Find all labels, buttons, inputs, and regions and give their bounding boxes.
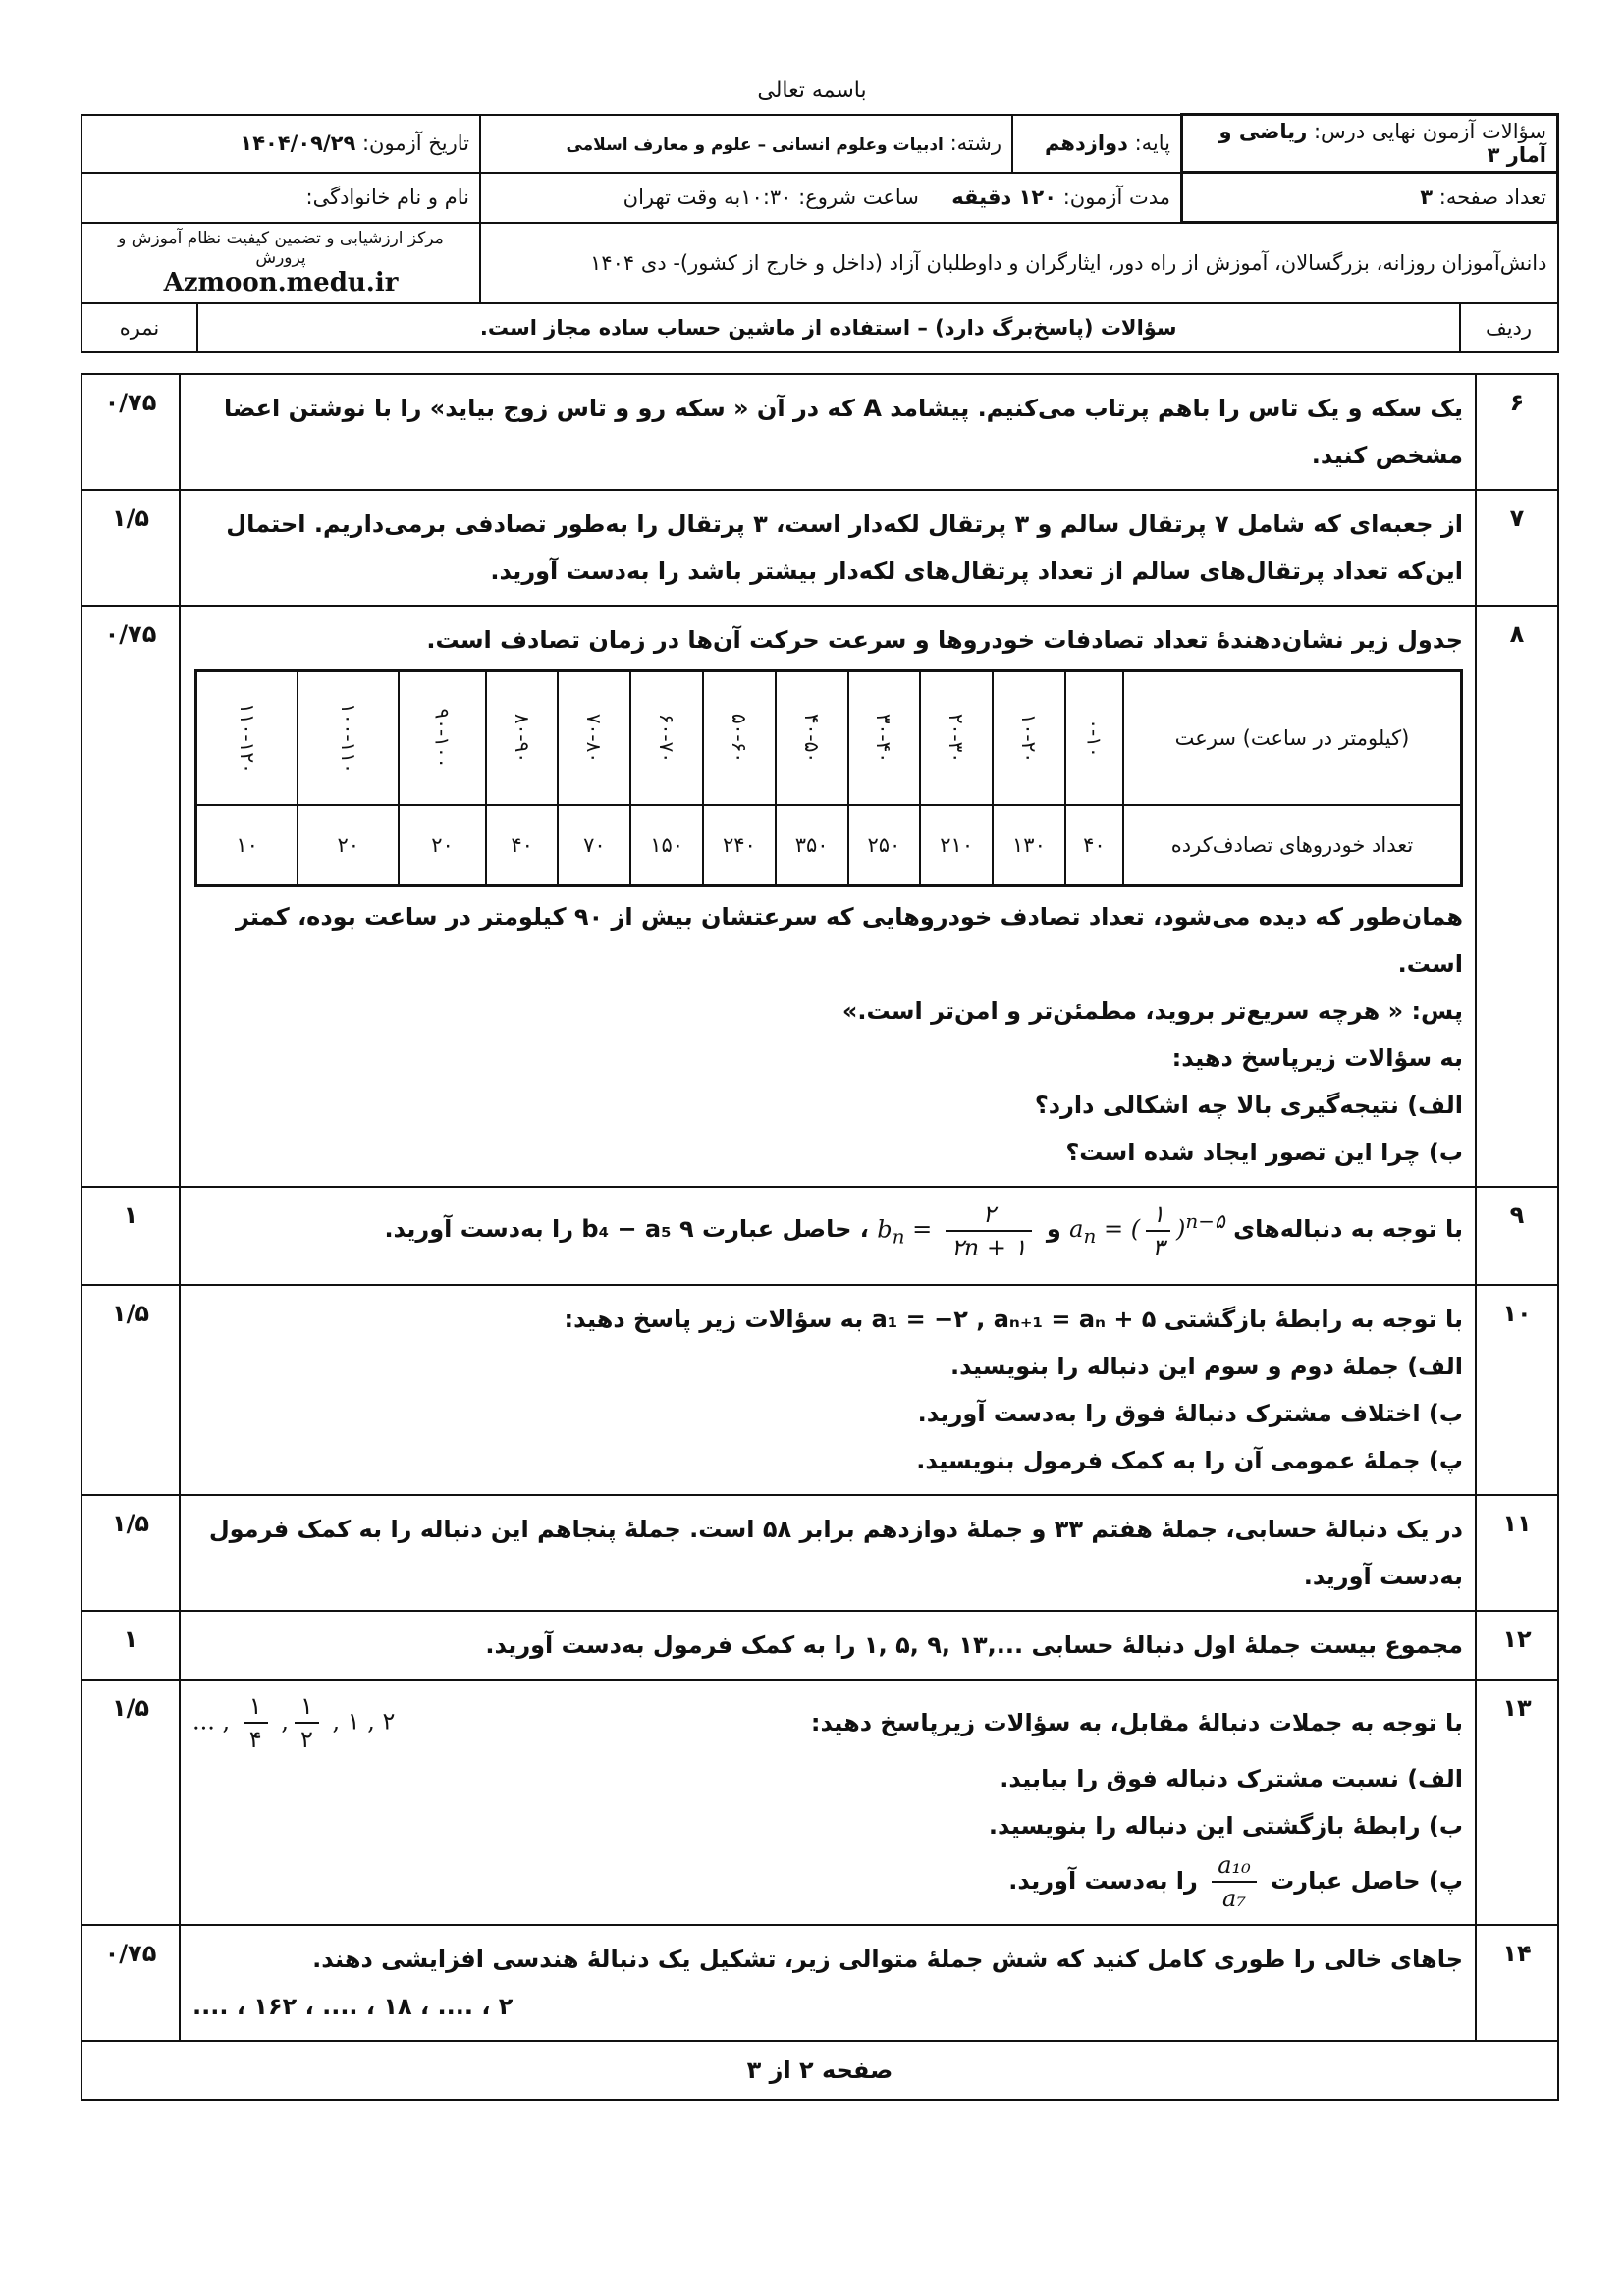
- field-cell: [480, 115, 1012, 173]
- question-13-part-c: [192, 1849, 1463, 1914]
- speed-cell: [1065, 671, 1123, 806]
- question-number: ۱۴: [1476, 1925, 1558, 2041]
- question-row: [81, 374, 1558, 490]
- speed-value: ۶۰-۷۰: [655, 713, 679, 764]
- speed-cell: [776, 671, 848, 806]
- question-10-part-b: ب) اختلاف مشترک دنبالهٔ فوق را به‌دست آورید.: [917, 1400, 1463, 1427]
- speed-value: ۳۰-۴۰: [872, 713, 896, 764]
- question-8-part-a: الف) نتیجه‌گیری بالا چه اشکالی دارد؟: [1034, 1092, 1463, 1119]
- half-num: ۱: [295, 1690, 319, 1724]
- question-score: ۱/۵: [81, 1680, 180, 1925]
- question-text: [180, 374, 1476, 490]
- duration-label: مدت آزمون:: [1062, 186, 1170, 209]
- bn-formula: $b_n$ = $\frac{۲}{۲n + ۱}$: [877, 1199, 1038, 1263]
- grade-label: پایه:: [1134, 132, 1170, 155]
- speed-cell: [196, 671, 298, 806]
- speed-value: ۲۰-۳۰: [945, 713, 969, 764]
- start-label: ساعت شروع:: [798, 186, 919, 209]
- speed-value: ۸۰-۹۰: [510, 713, 534, 764]
- speed-cell: [399, 671, 485, 806]
- question-row: [81, 1187, 1558, 1285]
- speed-value: ۱۰-۲۰: [1016, 713, 1041, 764]
- seq-start: ۲ , ۱ ,: [332, 1707, 396, 1735]
- count-cell: ۱۰: [196, 805, 298, 886]
- audience-cell: [480, 223, 1558, 304]
- question-text: [180, 1187, 1476, 1285]
- question-10-intro: با توجه به رابطهٔ بازگشتی a₁ = −۲ , aₙ₊₁ = aₙ + ۵ به سؤالات زیر پاسخ دهید:: [564, 1306, 1463, 1333]
- question-text: [180, 1680, 1476, 1925]
- question-number: ۹: [1476, 1187, 1558, 1285]
- question-12-text: مجموع بیست جملهٔ اول دنبالهٔ حسابی ...,۱۳ ,۹ ,۵ ,۱ را به کمک فرمول به‌دست آورید.: [485, 1631, 1463, 1659]
- bn-den: ۲n + ۱: [950, 1233, 1027, 1261]
- question-text: [180, 1285, 1476, 1495]
- question-number: ۱۳: [1476, 1680, 1558, 1925]
- an-num: ۱: [1146, 1199, 1170, 1232]
- speed-value: ۰-۱۰: [1082, 719, 1107, 758]
- count-cell: ۲۰: [298, 805, 399, 886]
- speed-cell: [703, 671, 776, 806]
- count-cell: ۱۵۰: [630, 805, 703, 886]
- question-9-and: و: [1046, 1215, 1061, 1243]
- start-value: ۱۰:۳۰به وقت تهران: [623, 186, 792, 209]
- course-label: سؤالات آزمون نهایی درس:: [1313, 120, 1546, 143]
- page-footer: صفحه ۲ از ۳: [81, 2041, 1558, 2100]
- question-number: ۱۱: [1476, 1495, 1558, 1611]
- question-13-sequence: ۲ , ۱ , $\frac{۱}{۲}$ , $\frac{۱}{۴}$ , ...: [192, 1692, 396, 1753]
- bn-num: ۲: [946, 1199, 1033, 1232]
- date-value: ۱۴۰۴/۰۹/۲۹: [240, 132, 356, 155]
- grade-value: دوازدهم: [1044, 132, 1128, 155]
- question-text: [180, 1925, 1476, 2041]
- duration-value: ۱۲۰ دقیقه: [951, 186, 1057, 209]
- question-9-pre: با توجه به دنباله‌های: [1233, 1215, 1463, 1243]
- question-14-sequence: ۲ ، .... ، ۱۸ ، .... ، ۱۶۲ ، ....: [192, 1993, 514, 2020]
- question-score: ۱: [81, 1187, 180, 1285]
- half-den: ۲: [299, 1726, 313, 1753]
- date-label: تاریخ آزمون:: [361, 132, 469, 155]
- course-cell: [1182, 115, 1558, 173]
- pages-label: تعداد صفحه:: [1438, 186, 1546, 209]
- date-cell: [81, 115, 480, 173]
- question-13-part-b: ب) رابطهٔ بازگشتی این دنباله را بنویسید.: [988, 1812, 1463, 1840]
- course-name: ریاضی و آمار ۳: [1218, 120, 1546, 167]
- student-name-cell: [81, 173, 480, 223]
- count-cell: ۲۱۰: [920, 805, 993, 886]
- question-score: ۱/۵: [81, 1495, 180, 1611]
- speed-cell: [993, 671, 1065, 806]
- seq-end: , ...: [192, 1707, 231, 1735]
- question-11-text: در یک دنبالهٔ حسابی، جملهٔ هفتم ۳۳ و جملهٔ دوازدهم برابر ۵۸ است. جملهٔ پنجاهم این دنباله را به کمک فرمول به‌دست آورید.: [208, 1516, 1463, 1590]
- question-number: ۶: [1476, 374, 1558, 490]
- speed-cell: [486, 671, 559, 806]
- count-cell: ۲۵۰: [848, 805, 921, 886]
- pages-value: ۳: [1420, 186, 1434, 209]
- footer-row: [81, 2041, 1558, 2100]
- speed-cell: [630, 671, 703, 806]
- question-row: [81, 1611, 1558, 1680]
- question-number: ۱۰: [1476, 1285, 1558, 1495]
- ratio-num: a₁₀: [1212, 1849, 1257, 1883]
- speed-cell: [848, 671, 921, 806]
- question-8-part-b: ب) چرا این تصور ایجاد شده است؟: [1065, 1139, 1463, 1166]
- question-row: [81, 1495, 1558, 1611]
- speed-cell: [298, 671, 399, 806]
- question-13-intro: با توجه به جملات دنبالهٔ مقابل، به سؤالات زیرپاسخ دهید:: [810, 1709, 1463, 1736]
- count-cell: ۲۰: [399, 805, 485, 886]
- page-title: باسمه تعالی: [757, 79, 867, 103]
- question-score: ۱: [81, 1611, 180, 1680]
- question-row: [81, 1285, 1558, 1495]
- website: Azmoon.medu.ir: [163, 267, 399, 297]
- field-label: رشته:: [949, 132, 1001, 155]
- question-row: [81, 490, 1558, 606]
- col-score-label: نمره: [82, 304, 197, 351]
- question-score: ۰/۷۵: [81, 374, 180, 490]
- speed-row: [196, 671, 1462, 806]
- count-cell: ۲۴۰: [703, 805, 776, 886]
- grade-cell: [1012, 115, 1182, 173]
- question-9-post: ، حاصل عبارت ۹ b₄ − a₅ را به‌دست آورید.: [384, 1215, 869, 1243]
- col-row-label: ردیف: [1460, 304, 1557, 351]
- speed-row-label: (کیلومتر در ساعت) سرعت: [1123, 671, 1462, 806]
- question-8-line: به سؤالات زیرپاسخ دهید:: [1171, 1044, 1463, 1072]
- an-den: ۳: [1152, 1233, 1164, 1261]
- speed-value: ۹۰-۱۰۰: [430, 708, 455, 769]
- speed-cell: [558, 671, 630, 806]
- accident-table: [194, 669, 1463, 887]
- student-name-label: نام و نام خانوادگی:: [305, 186, 469, 209]
- question-7-text: از جعبه‌ای که شامل ۷ پرتقال سالم و ۳ پرتقال لکه‌دار است، ۳ پرتقال را به‌طور تصادفی برمی‌داریم. احتمال این‌که تعداد پرتقال‌های سالم از تعداد پرتقال‌های لکه‌دار بیشتر باشد را به‌دست آورید.: [226, 510, 1463, 585]
- count-cell: ۴۰: [1065, 805, 1123, 886]
- question-number: ۷: [1476, 490, 1558, 606]
- count-cell: ۳۵۰: [776, 805, 848, 886]
- question-number: ۸: [1476, 606, 1558, 1187]
- question-6-text: یک سکه و یک تاس را باهم پرتاب می‌کنیم. پیشامد A که در آن « سکه رو و تاس زوج بیاید» را با نوشتن اعضا مشخص کنید.: [223, 395, 1463, 469]
- question-score: ۰/۷۵: [81, 1925, 180, 2041]
- speed-value: ۱۱۰-۱۲۰: [235, 703, 259, 774]
- field-value: ادبیات وعلوم انسانی – علوم و معارف اسلامی: [566, 135, 944, 155]
- count-row: [196, 805, 1462, 886]
- question-row: [81, 1925, 1558, 2041]
- an-formula: $a_n$ = ( $\frac{۱}{۳}$ )$^{n-۵}$: [1069, 1200, 1225, 1261]
- question-number: ۱۲: [1476, 1611, 1558, 1680]
- question-text: [180, 490, 1476, 606]
- count-cell: ۱۳۰: [993, 805, 1065, 886]
- question-10-part-c: پ) جملهٔ عمومی آن را به کمک فرمول بنویسید.: [916, 1447, 1463, 1474]
- question-13-part-a: الف) نسبت مشترک دنباله فوق را بیابید.: [1000, 1765, 1463, 1792]
- exam-header: [81, 113, 1559, 353]
- question-8-line: همان‌طور که دیده می‌شود، تعداد تصادف خودروهایی که سرعتشان بیش از ۹۰ کیلومتر در ساعت بوده، کمتر است.: [235, 903, 1463, 978]
- speed-value: ۷۰-۸۰: [582, 713, 607, 764]
- count-cell: ۷۰: [558, 805, 630, 886]
- question-10-part-a: الف) جملهٔ دوم و سوم این دنباله را بنویسید.: [950, 1353, 1463, 1380]
- speed-cell: [920, 671, 993, 806]
- question-14-text: جاهای خالی را طوری کامل کنید که شش جملهٔ متوالی زیر، تشکیل یک دنبالهٔ هندسی افزایشی دهند.: [312, 1946, 1463, 1973]
- pages-cell: [1182, 173, 1558, 223]
- question-text: [180, 1611, 1476, 1680]
- count-cell: ۴۰: [486, 805, 559, 886]
- question-score: ۰/۷۵: [81, 606, 180, 1187]
- speed-value: ۵۰-۶۰: [727, 713, 751, 764]
- quarter-num: ۱: [244, 1690, 268, 1724]
- question-8-line: پس: « هرچه سریع‌تر بروید، مطمئن‌تر و امن‌تر است.»: [841, 997, 1463, 1025]
- count-row-label: تعداد خودروهای تصادف‌کرده: [1123, 805, 1462, 886]
- questions-table: [81, 373, 1559, 2101]
- quarter-den: ۴: [248, 1726, 262, 1753]
- center-cell: [81, 223, 480, 304]
- column-header-cell: [81, 303, 1558, 352]
- question-text: [180, 1495, 1476, 1611]
- speed-value: ۴۰-۵۰: [799, 713, 824, 764]
- question-text: [180, 606, 1476, 1187]
- ratio-den: a₇: [1222, 1885, 1246, 1912]
- speed-value: ۱۰۰-۱۱۰: [336, 703, 360, 774]
- center-name: مرکز ارزشیابی و تضمین کیفیت نظام آموزش و پرورش: [118, 228, 444, 268]
- question-row: [81, 1680, 1558, 1925]
- question-8-intro: جدول زیر نشان‌دهندهٔ تعداد تصادفات خودروها و سرعت حرکت آن‌ها در زمان تصادف است.: [426, 626, 1463, 654]
- question-score: ۱/۵: [81, 1285, 180, 1495]
- part-c-post: را به‌دست آورید.: [1008, 1867, 1198, 1895]
- duration-start-cell: [480, 173, 1182, 223]
- question-score: ۱/۵: [81, 490, 180, 606]
- col-questions-label: سؤالات (پاسخ‌برگ دارد) – استفاده از ماشین حساب ساده مجاز است.: [479, 316, 1177, 340]
- part-c-pre: پ) حاصل عبارت: [1271, 1867, 1463, 1895]
- question-row: [81, 606, 1558, 1187]
- audience-text: دانش‌آموزان روزانه، بزرگسالان، آموزش از راه دور، ایثارگران و داوطلبان آزاد (داخل و خارج از کشور)- دی ۱۴۰۴: [590, 251, 1547, 275]
